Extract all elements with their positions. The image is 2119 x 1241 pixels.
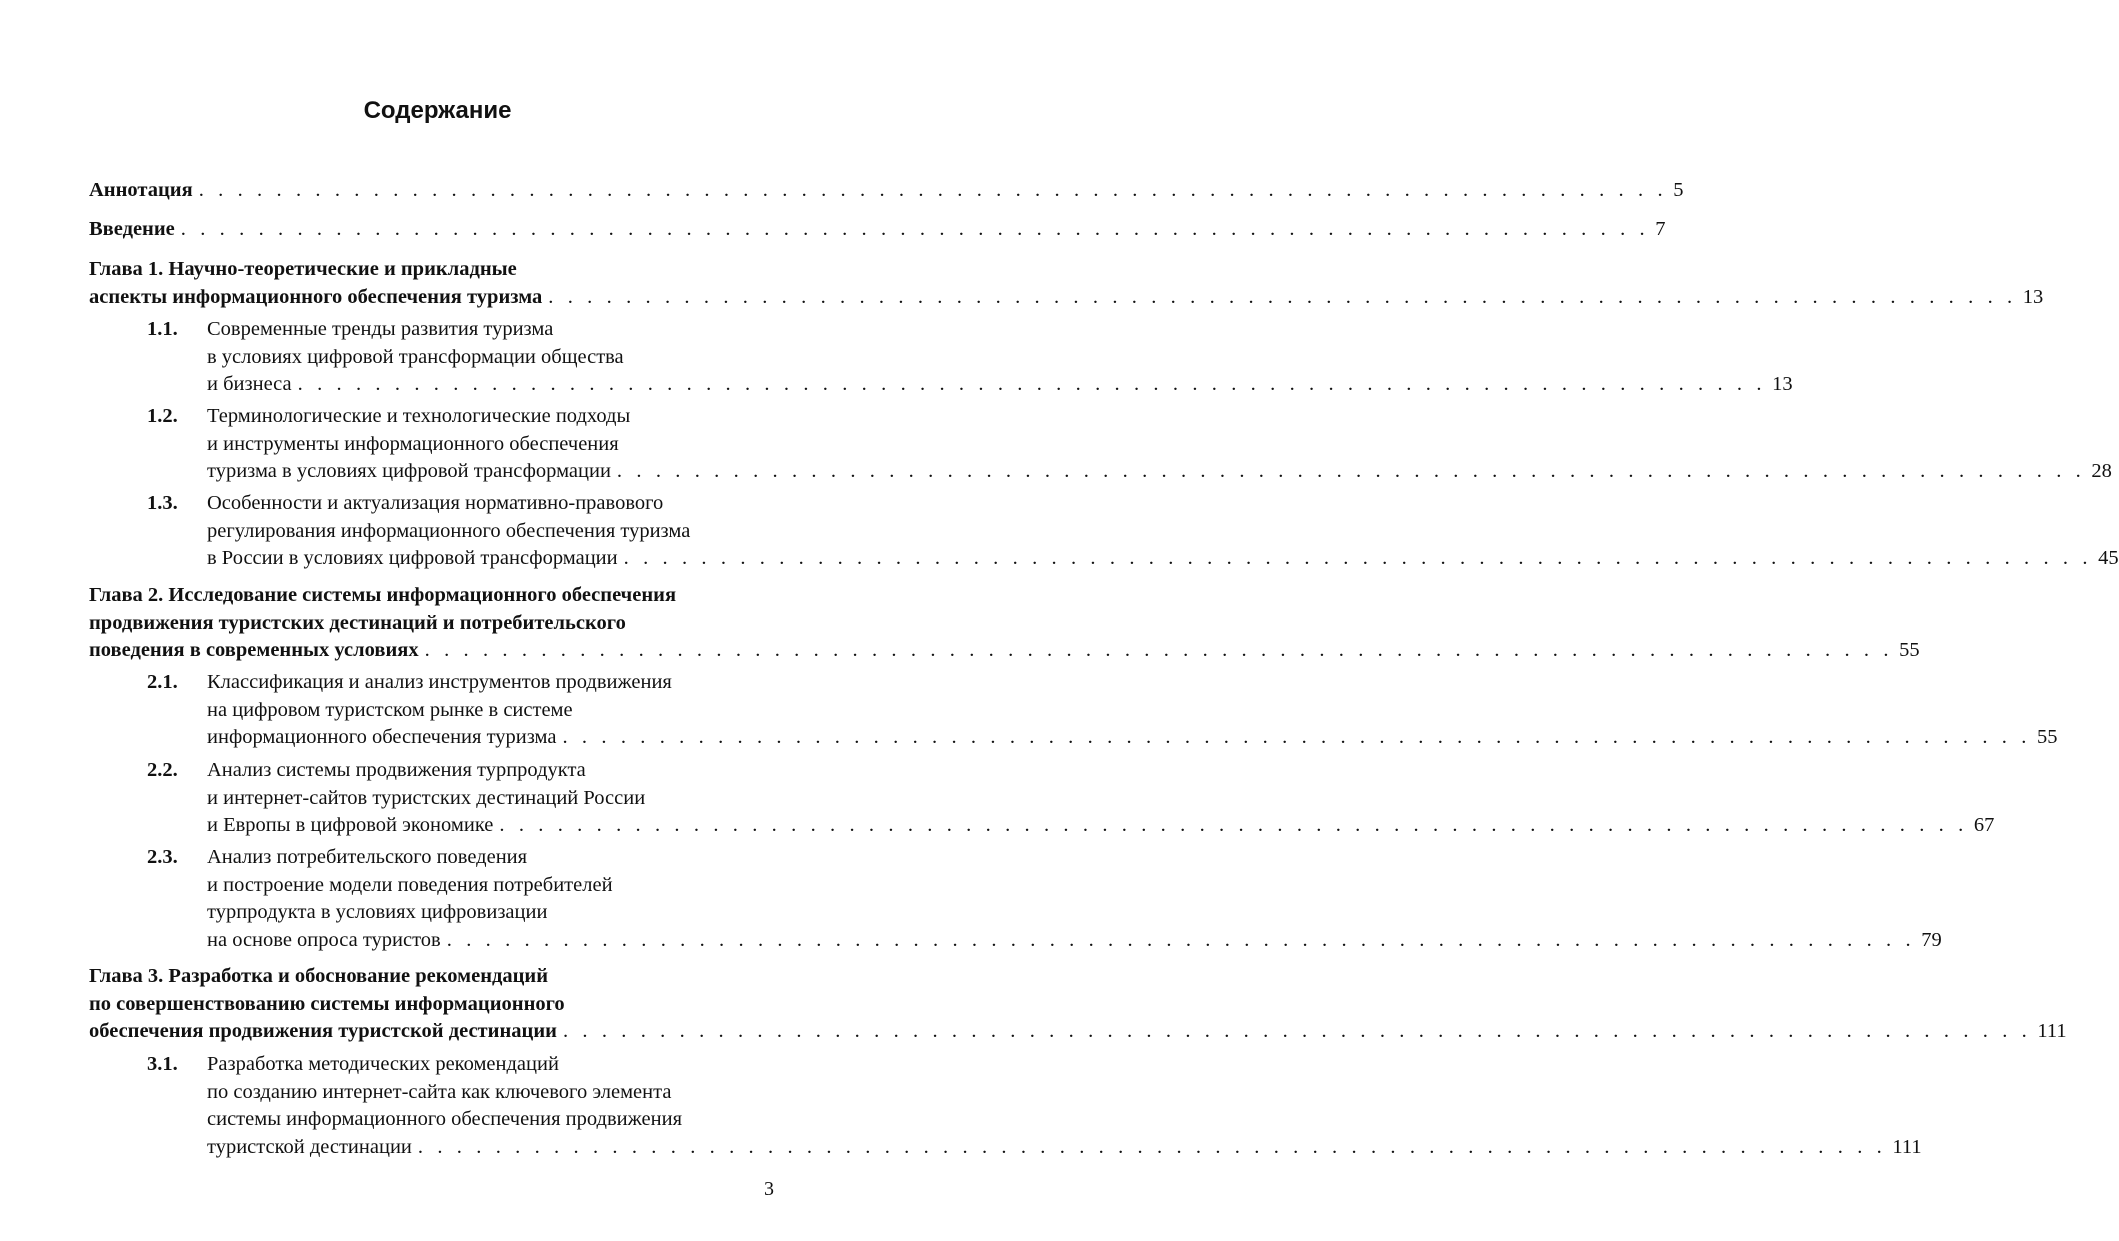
section-number: 2.2. [147, 759, 178, 781]
toc-page-number: 5 [1673, 179, 1684, 201]
toc-line: регулирования информационного обеспечения туризма [207, 519, 691, 542]
toc-line [207, 458, 2112, 486]
toc-entry-title: обеспечения продвижения туристской дестинации [89, 1020, 557, 1042]
dot-leader: . . . . . . . . . . . . . . . . . . . . . . . . . . . . . . . . . . . . . . . . . . . . . . . . . . . . . . . . . . . . . . . . . . . . . . . . . . . . [623, 547, 2093, 569]
toc-line: Разработка методических рекомендаций [207, 1053, 559, 1075]
toc-page-number: 55 [1899, 639, 1920, 661]
section-number: 1.2. [147, 405, 178, 427]
toc-page-number: 7 [1655, 218, 1666, 240]
dot-leader: . . . . . . . . . . . . . . . . . . . . . . . . . . . . . . . . . . . . . . . . . . . . . . . . . . . . . . . . . . . . . . . . . . . . . . . . . . . . [616, 460, 2086, 482]
toc-entry-section-2-2[interactable] [147, 757, 1995, 840]
toc-line [207, 545, 2119, 573]
toc-entry-section-1-3[interactable] [147, 490, 2119, 573]
toc-entry-title: и бизнеса [207, 373, 292, 395]
dot-leader: . . . . . . . . . . . . . . . . . . . . . . . . . . . . . . . . . . . . . . . . . . . . . . . . . . . . . . . . . . . . . . . . . . . . . . . . . . . . [180, 218, 1650, 240]
section-number: 2.3. [147, 846, 178, 868]
toc-page-number: 13 [1772, 373, 1793, 395]
section-number: 3.1. [147, 1053, 178, 1075]
toc-entry-title: Введение [89, 218, 175, 240]
toc-entry-title: туризма в условиях цифровой трансформации [207, 460, 611, 482]
toc-entry-chapter-2[interactable] [89, 582, 1920, 665]
toc-line: Особенности и актуализация нормативно-правового [207, 492, 664, 514]
toc-page-number: 67 [1973, 814, 1995, 836]
toc-line: Терминологические и технологические подходы [207, 405, 631, 427]
toc-line: Глава 2. Исследование системы информационного обеспечения [89, 584, 677, 606]
toc-page-number: 111 [2037, 1020, 2067, 1042]
section-number: 1.1. [147, 318, 178, 340]
toc-line: продвижения туристских дестинаций и потребительского [89, 611, 626, 634]
toc-line [89, 1018, 2067, 1046]
dot-leader: . . . . . . . . . . . . . . . . . . . . . . . . . . . . . . . . . . . . . . . . . . . . . . . . . . . . . . . . . . . . . . . . . . . . . . . . . . . . [297, 373, 1767, 395]
toc-entry-intro[interactable] [89, 216, 1666, 244]
toc-entry-title: на основе опроса туристов [207, 928, 441, 951]
toc-line [207, 371, 1793, 399]
toc-line: Анализ потребительского поведения [207, 846, 528, 868]
toc-line [207, 812, 1995, 840]
toc-line: Глава 3. Разработка и обоснование рекомендаций [89, 965, 549, 987]
dot-leader: . . . . . . . . . . . . . . . . . . . . . . . . . . . . . . . . . . . . . . . . . . . . . . . . . . . . . . . . . . . . . . . . . . . . . . . . . . . . [562, 726, 2031, 748]
toc-entry-title: туристской дестинации [207, 1135, 412, 1158]
toc-line [89, 177, 1684, 205]
toc-line [207, 1134, 1922, 1162]
toc-entry-title: Аннотация [89, 179, 193, 201]
toc-entry-chapter-1[interactable] [89, 256, 2044, 311]
toc-entry-title: поведения в современных условиях [89, 639, 419, 661]
dot-leader: . . . . . . . . . . . . . . . . . . . . . . . . . . . . . . . . . . . . . . . . . . . . . . . . . . . . . . . . . . . . . . . . . . . . . . . . . . . . [198, 179, 1668, 201]
toc-page-number: 28 [2091, 460, 2112, 482]
toc-line: в условиях цифровой трансформации общества [207, 345, 624, 368]
toc-page-number: 111 [1892, 1135, 1922, 1158]
toc-line: Анализ системы продвижения турпродукта [207, 759, 586, 781]
toc-line: и инструменты информационного обеспечения [207, 432, 619, 455]
toc-line [89, 284, 2044, 312]
toc-line: и построение модели поведения потребителей [207, 873, 613, 896]
dot-leader: . . . . . . . . . . . . . . . . . . . . . . . . . . . . . . . . . . . . . . . . . . . . . . . . . . . . . . . . . . . . . . . . . . . . . . . . . . . . [446, 928, 1916, 951]
section-number: 1.3. [147, 492, 178, 514]
dot-leader: . . . . . . . . . . . . . . . . . . . . . . . . . . . . . . . . . . . . . . . . . . . . . . . . . . . . . . . . . . . . . . . . . . . . . . . . . . . . [424, 639, 1894, 661]
toc-line: Современные тренды развития туризма [207, 318, 554, 340]
toc-page-number: 45 [2098, 547, 2119, 569]
toc-entry-section-2-1[interactable] [147, 669, 2058, 752]
toc-line: по совершенствованию системы информационного [89, 992, 565, 1015]
toc-page-number: 13 [2022, 285, 2044, 308]
dot-leader: . . . . . . . . . . . . . . . . . . . . . . . . . . . . . . . . . . . . . . . . . . . . . . . . . . . . . . . . . . . . . . . . . . . . . . . . . . . . [562, 1020, 2032, 1042]
toc-line [89, 637, 1920, 665]
toc-line [89, 216, 1666, 244]
toc-entry-chapter-3[interactable] [89, 963, 2067, 1046]
toc-line: системы информационного обеспечения продвижения [207, 1108, 683, 1130]
toc-line [207, 927, 1942, 955]
toc-line [207, 724, 2058, 752]
toc-entry-section-1-2[interactable] [147, 403, 2112, 486]
toc-entry-title: информационного обеспечения туризма [207, 726, 557, 748]
toc-line: и интернет-сайтов туристских дестинаций России [207, 786, 646, 809]
toc-line: турпродукта в условиях цифровизации [207, 901, 548, 923]
toc-line: по созданию интернет-сайта как ключевого элемента [207, 1080, 672, 1103]
toc-entry-section-2-3[interactable] [147, 844, 1942, 954]
toc-entry-title: и Европы в цифровой экономике [207, 814, 494, 836]
toc-entry-section-3-1[interactable] [147, 1051, 1922, 1161]
toc-entry-section-1-1[interactable] [147, 316, 1793, 399]
dot-leader: . . . . . . . . . . . . . . . . . . . . . . . . . . . . . . . . . . . . . . . . . . . . . . . . . . . . . . . . . . . . . . . . . . . . . . . . . . . . [417, 1135, 1887, 1158]
section-number: 2.1. [147, 671, 178, 693]
page-number: 3 [764, 1178, 774, 1200]
dot-leader: . . . . . . . . . . . . . . . . . . . . . . . . . . . . . . . . . . . . . . . . . . . . . . . . . . . . . . . . . . . . . . . . . . . . . . . . . . . . [499, 814, 1968, 836]
toc-entry-title: в России в условиях цифровой трансформации [207, 547, 618, 569]
toc-line: Классификация и анализ инструментов продвижения [207, 671, 672, 693]
toc-line: Глава 1. Научно-теоретические и прикладные [89, 258, 517, 280]
toc-entry-title: аспекты информационного обеспечения туризма [89, 285, 543, 308]
toc-page-number: 55 [2036, 726, 2058, 748]
toc-line: на цифровом туристском рынке в системе [207, 698, 573, 721]
toc-page-number: 79 [1921, 928, 1942, 951]
page-title: Содержание [363, 97, 512, 124]
toc-entry-annotation[interactable] [89, 177, 1684, 205]
dot-leader: . . . . . . . . . . . . . . . . . . . . . . . . . . . . . . . . . . . . . . . . . . . . . . . . . . . . . . . . . . . . . . . . . . . . . . . . . . . . [548, 285, 2017, 308]
